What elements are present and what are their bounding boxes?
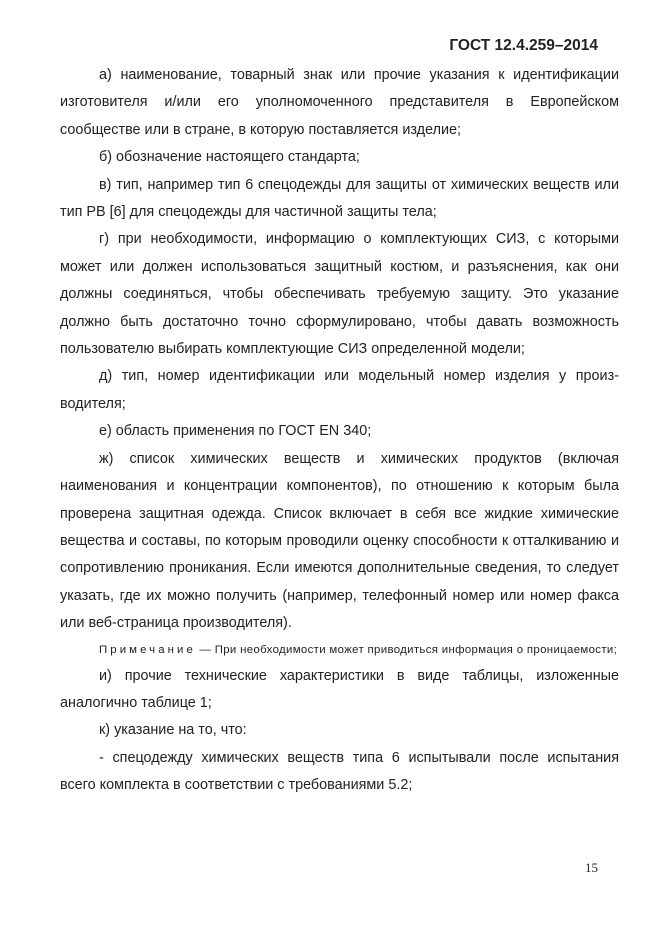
paragraph-e: е) область применения по ГОСТ EN 340;: [99, 423, 372, 440]
paragraph-k: к) указание на то, что:: [99, 722, 247, 739]
standard-header: ГОСТ 12.4.259–2014: [449, 37, 598, 54]
page-number: 15: [585, 860, 598, 875]
paragraph-i: и) прочие технические характеристики в виде таблицы, изложенные аналогично таблице 1;: [60, 667, 619, 711]
document-body: [60, 62, 619, 800]
paragraph-g: г) при необходимости, информацию о комплектующих СИЗ, с которыми может или должен использоваться защитный костюм, и разъяснения, как они должны соединяться, чтобы обеспечивать требуемую защиту. Это указание должно быть достаточно точно сформулировано, чтобы давать возможность пользователю выбирать комплектующие СИЗ определенной модели;: [60, 231, 619, 358]
note-label: Примечание: [99, 643, 196, 656]
paragraph-d: д) тип, номер идентификации или модельный номер изделия у производителя;: [60, 368, 619, 412]
note: [60, 641, 619, 660]
paragraph-v: в) тип, например тип 6 спецодежды для защиты от химических веществ или тип PB [6] для спецодежды для частичной защиты тела;: [60, 176, 619, 221]
paragraph-a: а) наименование, товарный знак или прочие указания к идентификации изготовителя и/или его уполномоченного представителя в Европейском сообществе или в стране, в которую поставляется изделие;: [60, 67, 619, 138]
note-text: — При необходимости может приводиться информация о проницаемости;: [195, 643, 618, 656]
paragraph-b: б) обозначение настоящего стандарта;: [99, 149, 360, 166]
paragraph-zh: ж) список химических веществ и химических продуктов (включая наименования и концентрации компонентов), по отношению к которым была проверена защитная одежда. Список включает в себя все жидкие химические вещества и составы, по которым проводили оценку способности к отталкиванию и сопротивлению проникания. Если имеются дополнительные сведения, то следует указать, где их можно получить (например, телефонный номер или номер факса или веб-страница производителя).: [60, 450, 619, 632]
paragraph-k-item: - спецодежду химических веществ типа 6 испытывали после испытания всего комплекта в соответствии с требованиями 5.2;: [60, 749, 619, 794]
